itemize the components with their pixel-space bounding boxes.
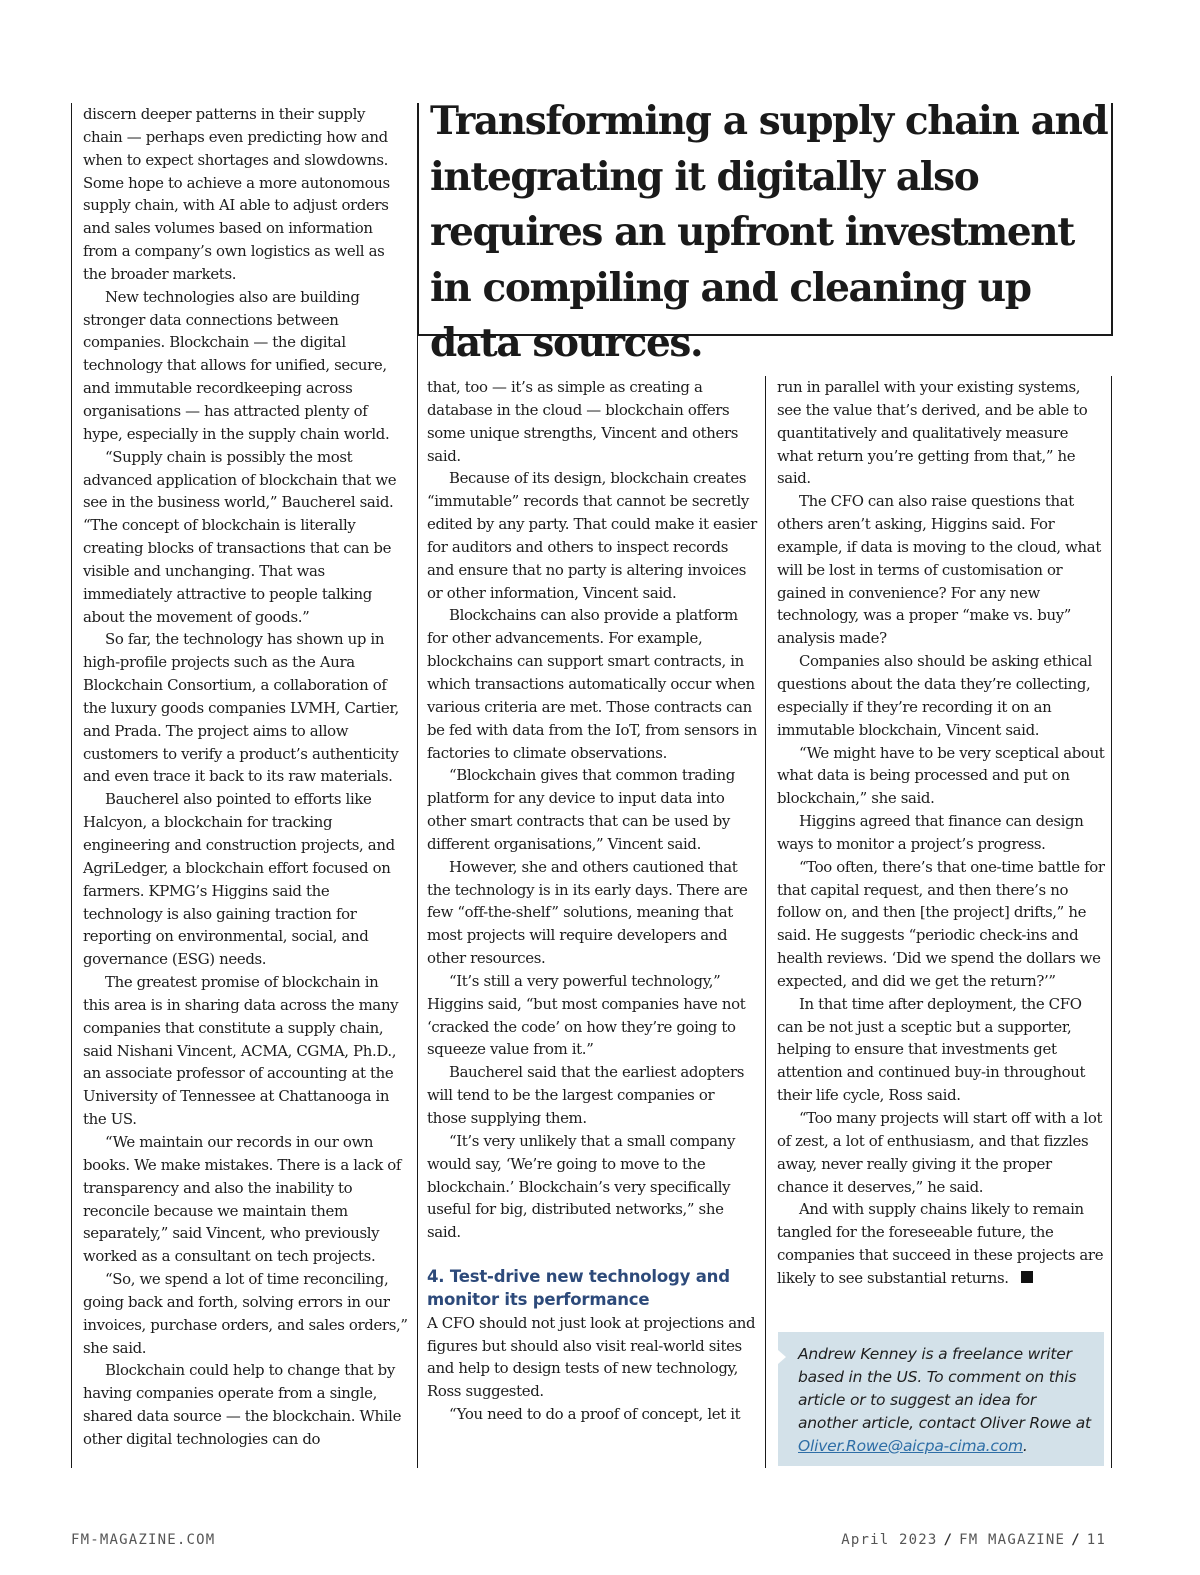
column-rule-3 [1111, 376, 1112, 1468]
paragraph: Higgins agreed that finance can design ways to monitor a project’s progress. [777, 812, 1084, 853]
paragraph: run in parallel with your existing systems, see the value that’s derived, and be able to quantitatively and qualitatively measure what return you’re getting from that,” he said. [777, 378, 1088, 488]
paragraph: Blockchains can also provide a platform for other advancements. For example, blockchains can support smart contracts, in which transactions automatically occur when various criteria are met. Those contracts can be fed with data from the IoT, from sensors in factories to climate observations. [427, 606, 757, 762]
paragraph: However, she and others cautioned that the technology is in its early days. There are few “off-the-shelf” solutions, meaning that most projects will require developers and other resources. [427, 857, 748, 968]
paragraph: In that time after deployment, the CFO can be not just a sceptic but a supporter, helping to ensure that investments get attention and continued buy-in throughout their life cycle, Ross said. [777, 994, 1086, 1105]
bio-end: . [1022, 1437, 1028, 1455]
paragraph: Because of its design, blockchain creates “immutable” records that cannot be secretly edited by any party. That could make it easier for auditors and others to inspect records and ensure that no party is altering invoices or other information, Vincent said. [427, 469, 757, 602]
footer-magazine: FM MAGAZINE [959, 1532, 1066, 1548]
article-column-3 [777, 376, 1107, 1290]
paragraph: Baucherel also pointed to efforts like Halcyon, a blockchain for tracking engineering and construction projects, and AgriLedger, a blockchain effort focused on farmers. KPMG’s Higgins said the technology is also gaining traction for reporting on environmental, social, and governance (ESG) needs. [83, 790, 395, 969]
paragraph: “Blockchain gives that common trading platform for any device to input data into other smart contracts that can be used by different organisations,” Vincent said. [427, 766, 735, 853]
pullquote-left-rule [417, 103, 419, 335]
email-link[interactable]: Oliver.Rowe@aicpa-cima.com [798, 1437, 1023, 1455]
paragraph: “We maintain our records in our own books. We make mistakes. There is a lack of transparency and also the inability to reconcile because we maintain them separately,” said Vincent, who previously worked as a consultant on tech projects. [83, 1132, 402, 1266]
column-rule-left [71, 103, 72, 1468]
paragraph-text: And with supply chains likely to remain tangled for the foreseeable future, the companies that succeed in these projects are likely to see substantial returns. [777, 1200, 1104, 1287]
paragraph: New technologies also are building stronger data connections between companies. Blockchain — the digital technology that allows for unified, secure, and immutable recordkeeping across organisations — has attracted plenty of hype, especially in the supply chain world. [83, 287, 390, 443]
paragraph: “We might have to be very sceptical about what data is being processed and put on blockchain,” she said. [777, 743, 1105, 808]
footer-page-number: 11 [1086, 1532, 1106, 1548]
paragraph: “It’s still a very powerful technology,” Higgins said, “but most companies have not ‘cracked the code’ on how they’re going to squeeze value from it.” [427, 971, 746, 1059]
section-heading: 4. Test-drive new technology and monitor its performance [427, 1267, 730, 1309]
paragraph: Companies also should be asking ethical questions about the data they’re collecting, especially if they’re recording it on an immutable blockchain, Vincent said. [777, 652, 1092, 739]
footer-website: FM-MAGAZINE.COM [71, 1532, 216, 1548]
paragraph: The greatest promise of blockchain in this area is in sharing data across the many companies that constitute a supply chain, said Nishani Vincent, ACMA, CGMA, Ph.D., an associate professor of accounting at the University of Tennessee at Chattanooga in the US. [83, 973, 399, 1129]
paragraph: discern deeper patterns in their supply chain — perhaps even predicting how and when to expect shortages and slowdowns. Some hope to achieve a more autonomous supply chain, with AI able to adjust orders and sales volumes based on information from a company’s own logistics as well as the broader markets. [83, 105, 390, 283]
paragraph: “Too often, there’s that one-time battle for that capital request, and then there’s no follow on, and then [the project] drifts,” he said. He suggests “periodic check-ins and health reviews. ‘Did we spend the dollars we expected, and did we get the return?’” [777, 857, 1105, 990]
end-mark-icon [1021, 1271, 1033, 1283]
paragraph: “Too many projects will start off with a lot of zest, a lot of enthusiasm, and that fizzles away, never really giving it the proper chance it deserves,” he said. [777, 1109, 1103, 1196]
author-bio-box [778, 1332, 1104, 1466]
article-column-2 [427, 376, 757, 1426]
footer-issue-info [841, 1532, 1106, 1548]
paragraph: “You need to do a proof of concept, let it [449, 1405, 741, 1424]
paragraph: “Supply chain is possibly the most advanced application of blockchain that we see in the business world,” Baucherel said. “The concept of blockchain is literally creating blocks of transactions that can be visible and unchanging. That was immediately attractive to people talking about the movement of goods.” [83, 447, 397, 626]
bio-text: Andrew Kenney is a freelance writer based in the US. To comment on this article or to suggest an idea for another article, contact Oliver Rowe at [798, 1345, 1091, 1432]
footer-separator: / [943, 1532, 954, 1548]
column-rule-1 [417, 335, 418, 1468]
column-rule-2 [765, 376, 766, 1468]
paragraph: “It’s very unlikely that a small company would say, ‘We’re going to move to the blockchain.’ Blockchain’s very specifically useful for big, distributed networks,” she said. [427, 1131, 736, 1242]
article-column-1 [83, 103, 408, 1451]
paragraph: A CFO should not just look at projections and figures but should also visit real-world sites and help to design tests of new technology, Ross suggested. [427, 1313, 756, 1401]
footer-date: April 2023 [841, 1532, 938, 1548]
paragraph: Baucherel said that the earliest adopters will tend to be the largest companies or those supplying them. [427, 1063, 745, 1127]
paragraph: “So, we spend a lot of time reconciling, going back and forth, solving errors in our invoices, purchase orders, and sales orders,” she said. [83, 1270, 408, 1357]
paragraph: Blockchain could help to change that by having companies operate from a single, shared data source — the blockchain. While other digital technologies can do [83, 1361, 402, 1448]
pull-quote: Transforming a supply chain and integrating it digitally also requires an upfront investment in compiling and cleaning up data sources. [430, 98, 1108, 366]
footer-separator: / [1071, 1532, 1081, 1548]
pullquote-right-rule [1111, 103, 1113, 335]
bio-pointer-icon [778, 1350, 786, 1364]
paragraph: The CFO can also raise questions that others aren’t asking, Higgins said. For example, if data is moving to the cloud, what will be lost in terms of customisation or gained in convenience? For any new technology, was a proper “make vs. buy” analysis made? [777, 492, 1101, 648]
paragraph: So far, the technology has shown up in high-profile projects such as the Aura Blockchain Consortium, a collaboration of the luxury goods companies LVMH, Cartier, and Prada. The project aims to allow customers to verify a product’s authenticity and even trace it back to its raw materials. [83, 630, 399, 786]
paragraph: that, too — it’s as simple as creating a database in the cloud — blockchain offers some unique strengths, Vincent and others said. [427, 378, 739, 465]
final-paragraph [777, 1198, 1107, 1289]
